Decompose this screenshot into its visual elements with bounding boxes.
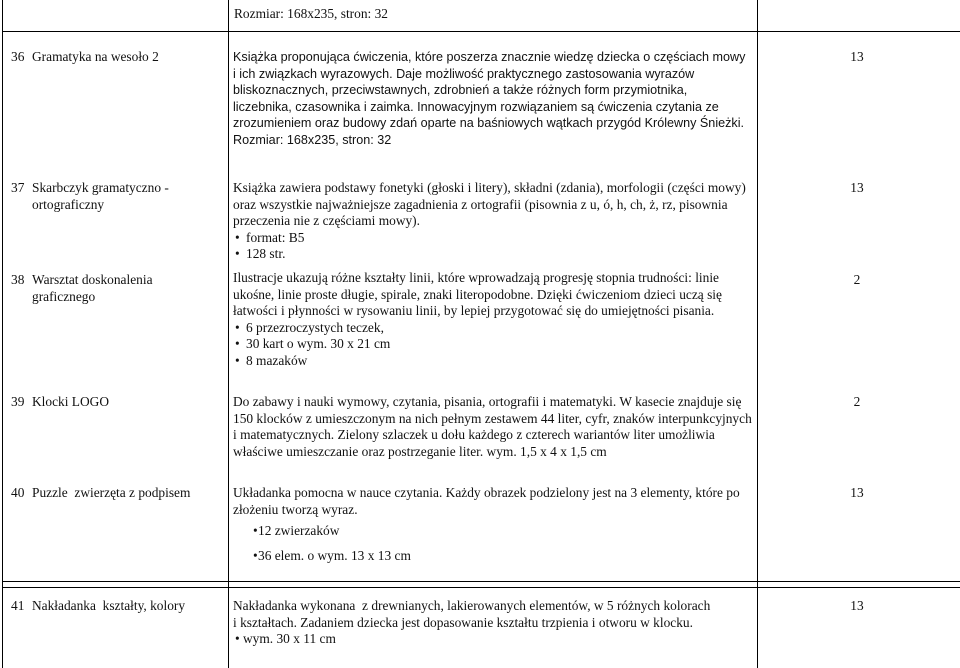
quantity: 13	[850, 598, 864, 613]
table-row	[234, 6, 388, 23]
product-name: Warsztat doskonalenia graficznego	[32, 272, 153, 304]
list-item: • 30 kart o wym. 30 x 21 cm	[233, 336, 755, 353]
description-text: Układanka pomocna w nauce czytania. Każdy obrazek podzielony jest na 3 elementy, które po złożeniu tworzą wyraz.	[233, 485, 740, 517]
quantity: 2	[853, 394, 861, 409]
quantity: 2	[853, 272, 861, 287]
product-description	[233, 598, 713, 648]
row-divider	[2, 31, 960, 32]
size-info: Rozmiar: 168x235, stron: 32	[233, 132, 392, 147]
product-description	[233, 180, 755, 263]
spec-list	[233, 230, 755, 263]
description-text: Do zabawy i nauki wymowy, czytania, pisania, ortografii i matematyki. W kasecie znajduje się 150 klocków z umieszczonym na nich pełnym zestawem 44 liter, cyfr, znaków interpunkcyjnych i matematycznych. Zielony szlaczek u dołu każdego z czterech wariantów liter umożliwia właściwe umieszczanie oraz postrzeganie liter. wym. 1,5 x 4 x 1,5 cm	[233, 394, 752, 459]
list-item: • format: B5	[233, 230, 755, 247]
description-text: Ilustracje ukazują różne kształty linii, które wprowadzają progresję stopnia trudności: linie ukośne, linie proste długie, spirale, znaki literopodobne. Dzięki ćwiczeniom dzieci uczą się łatwości i płynności w rysowaniu linii, by lepiej przygotować się do umiejętności pisania.	[233, 270, 722, 319]
product-description	[233, 270, 755, 370]
row-divider	[2, 587, 960, 588]
spec-list	[233, 320, 755, 370]
size-info: Rozmiar: 168x235, stron: 32	[234, 6, 388, 21]
list-item: • 6 przezroczystych teczek,	[233, 320, 755, 337]
list-item: • 128 str.	[233, 246, 755, 263]
column-divider-qty	[757, 0, 758, 668]
product-name: Gramatyka na wesoło 2	[32, 49, 159, 64]
product-name: Skarbczyk gramatyczno - ortograficzny	[32, 180, 169, 212]
list-item: • wym. 30 x 11 cm	[233, 631, 713, 648]
spec-list	[233, 523, 748, 564]
column-divider-name	[228, 0, 229, 668]
list-item: • 36 elem. o wym. 13 x 13 cm	[233, 548, 748, 565]
row-number: 41	[11, 598, 25, 613]
product-name: Nakładanka kształty, kolory	[32, 598, 186, 613]
row-number: 38	[11, 272, 25, 287]
product-name: Klocki LOGO	[32, 394, 109, 409]
spec-list	[233, 631, 713, 648]
product-description	[233, 485, 748, 572]
row-divider	[2, 581, 960, 582]
description-text: Książka proponująca ćwiczenia, które poszerza znacznie wiedzę dziecka o częściach mowy i ich związkach wyrazowych. Daje możliwość praktycznego zastosowania wyrazów bliskoznacznych, przeciwstawnych, zdrobnień a także różnych form przymiotnika, liczebnika, czasownika i zaimka. Innowacyjnym rozwiązaniem są ćwiczenia czytania ze zrozumieniem oraz budowy zdań oparte na baśniowych wątkach przygód Królewny Śnieżki.	[233, 50, 746, 131]
row-number: 37	[11, 180, 25, 195]
quantity: 13	[850, 485, 864, 500]
row-number: 40	[11, 485, 25, 500]
list-item: • 12 zwierzaków	[233, 523, 748, 540]
quantity: 13	[850, 49, 864, 64]
product-name: Puzzle zwierzęta z podpisem	[32, 485, 191, 500]
table-border-left	[2, 0, 3, 668]
list-item: • 8 mazaków	[233, 353, 755, 370]
description-text: Książka zawiera podstawy fonetyki (głoski i litery), składni (zdania), morfologii (części mowy) oraz wszystkie najważniejsze zagadnienia z ortografii (pisownia z u, ó, h, ch, ż, rz, pisownia przeczenia nie z częściami mowy).	[233, 180, 746, 229]
product-description	[233, 49, 747, 149]
row-number: 39	[11, 394, 25, 409]
product-description	[233, 394, 753, 460]
row-number: 36	[11, 49, 25, 64]
quantity: 13	[850, 180, 864, 195]
description-text: Nakładanka wykonana z drewnianych, lakierowanych elementów, w 5 różnych kolorach i kształtach. Zadaniem dziecka jest dopasowanie kształtu trzpienia i otworu w klocku.	[233, 598, 714, 630]
